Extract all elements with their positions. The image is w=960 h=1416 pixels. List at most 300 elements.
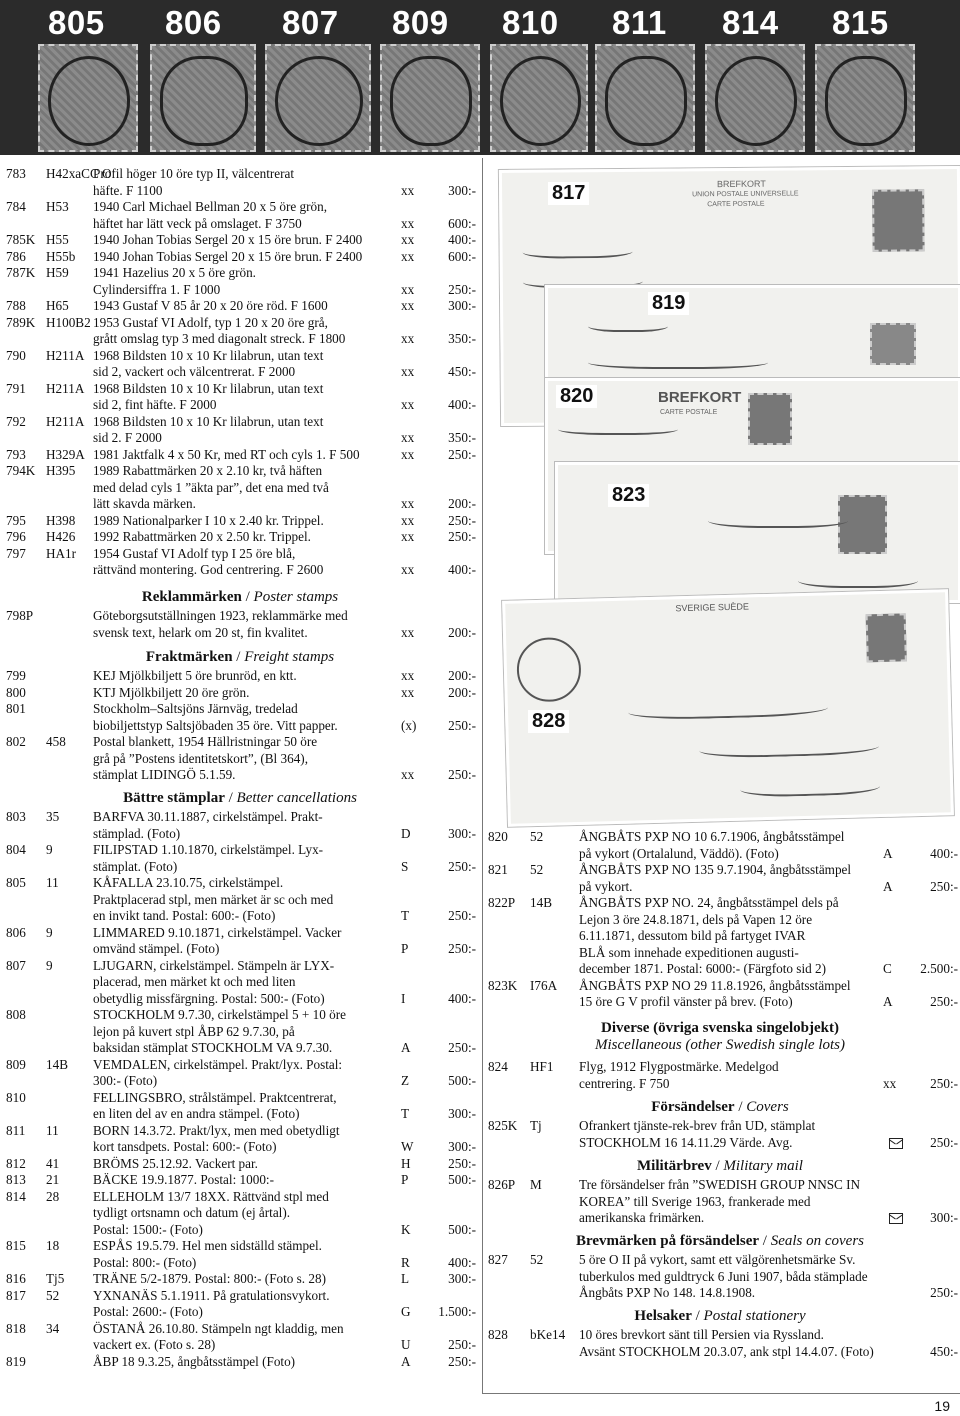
catalog-number: H42xaCC O <box>46 166 112 181</box>
lot-number: 828 <box>488 1327 508 1342</box>
condition-grade: xx <box>401 364 415 379</box>
lot-description: Ofrankert tjänste-rek-brev från UD, stämplat <box>579 1118 816 1133</box>
lot-description: omvänd stämpel. (Foto) <box>93 941 220 956</box>
lot-price: 250:- <box>448 858 476 874</box>
lot-entry <box>6 314 476 347</box>
lot-entry <box>6 1089 476 1122</box>
lot-price: 250:- <box>448 717 476 733</box>
lot-number: 824 <box>488 1059 508 1074</box>
condition-grade: xx <box>401 298 415 313</box>
lot-number: 787K <box>6 265 36 280</box>
lot-entry <box>6 1237 476 1270</box>
stamp-809 <box>380 44 480 152</box>
lot-price: 250:- <box>930 1134 958 1150</box>
condition-grade: U <box>401 1337 411 1352</box>
lot-description: på vykort. <box>579 878 633 894</box>
photo-label-820: 820 <box>556 385 597 408</box>
lot-description: TRÄNE 5/2-1879. Postal: 800:- (Foto s. 28) <box>93 1271 326 1286</box>
lot-description: sid 2, vackert och välcentrerat. F 2000 <box>93 364 296 379</box>
section-title: Diverse (övriga svenska singelobjekt) <box>601 1020 839 1036</box>
lot-entry <box>6 1122 476 1155</box>
lot-description: 1989 Nationalparker I 10 x 2.40 kr. Trippel. <box>93 512 324 528</box>
condition-grade: xx <box>401 529 415 544</box>
lot-description: 10 öres brevkort sänt till Persien via Ryssland. <box>579 1327 824 1342</box>
lot-description: 1953 Gustaf VI Adolf, typ 1 20 x 20 öre grå, <box>93 314 328 330</box>
stationery-header: SVERIGE SUÈDE <box>675 601 750 614</box>
condition-grade: xx <box>401 512 415 528</box>
lot-description: placerad, men märket kt och med liten <box>93 974 296 989</box>
lot-entry <box>6 545 476 578</box>
condition-grade: (x) <box>401 717 417 733</box>
photo-label-823: 823 <box>608 484 649 507</box>
lot-price: 250:- <box>930 1075 958 1091</box>
condition-grade: xx <box>401 281 415 297</box>
catalog-number: Tj <box>530 1118 542 1133</box>
section-heading-diverse <box>520 1020 920 1054</box>
condition-grade: A <box>883 878 893 894</box>
lot-number: 825K <box>488 1118 518 1133</box>
lot-price: 350:- <box>448 331 476 346</box>
lot-description: FILIPSTAD 1.10.1870, cirkelstämpel. Lyx- <box>93 842 324 857</box>
lot-price: 2.500:- <box>920 961 958 976</box>
section-subtitle: Poster stamps <box>253 589 339 605</box>
stamp-number: 809 <box>392 4 449 41</box>
lot-description: på vykort (Ortalalund, Väddö). (Foto) <box>579 845 779 861</box>
condition-grade: C <box>883 961 892 976</box>
condition-grade: xx <box>883 1075 897 1091</box>
lot-price: 250:- <box>448 1155 476 1171</box>
lot-description: ÅNGBÅTS PXP NO. 24, ångbåtsstämpel dels på <box>579 895 839 910</box>
lot-price: 450:- <box>448 364 476 379</box>
lot-description: 5 öre O II på vykort, samt ett välgörenhetsmärke Sv. <box>579 1252 856 1267</box>
lot-number: 820 <box>488 829 508 844</box>
condition-grade: xx <box>401 562 415 577</box>
photo-828-stationery <box>502 589 954 827</box>
section-subtitle: Covers <box>746 1099 789 1115</box>
lot-description: ESPÅS 19.5.79. Hel men sidställd stämpel. <box>93 1238 322 1253</box>
catalog-number: 41 <box>46 1155 60 1171</box>
lot-description: ÅNGBÅTS PXP NO 10 6.7.1906, ångbåtsstämpel <box>579 829 845 844</box>
catalog-number: M <box>530 1177 542 1192</box>
catalog-number: 458 <box>46 734 66 749</box>
postcard-subtitle: CARTE POSTALE <box>660 409 718 416</box>
stamp-810 <box>490 44 588 152</box>
lot-description: LJUGARN, cirkelstämpel. Stämpeln är LYX- <box>93 957 335 973</box>
lot-entry <box>6 528 476 545</box>
lot-description: Cylindersiffra 1. F 1000 <box>93 281 221 297</box>
lot-entry <box>6 1188 476 1238</box>
lot-entry <box>6 248 476 265</box>
lot-price: 500:- <box>448 1073 476 1088</box>
catalog-number: 9 <box>46 957 53 973</box>
lot-number: 815 <box>6 1238 26 1253</box>
lot-price: 400:- <box>448 232 476 247</box>
lot-price: 250:- <box>930 1285 958 1300</box>
lot-entry <box>6 297 476 314</box>
stamp-806 <box>150 44 256 152</box>
condition-grade: H <box>401 1155 411 1171</box>
lot-description: 1968 Bildsten 10 x 10 Kr lilabrun, utan text <box>93 347 324 363</box>
lot-entry <box>488 1117 958 1150</box>
catalog-number: 28 <box>46 1188 60 1204</box>
lot-description: BÄCKE 19.9.1877. Postal: 1000:- <box>93 1172 274 1187</box>
lot-entry <box>488 1058 958 1091</box>
catalog-number: 35 <box>46 809 60 824</box>
catalog-number: HA1r <box>46 545 77 561</box>
column-divider <box>482 158 483 1393</box>
lot-description: 6.11.1871, dessutom bild på fartyget IVAR <box>579 928 806 943</box>
lot-number: 801 <box>6 701 26 716</box>
lot-number: 793 <box>6 446 26 462</box>
catalog-number: H53 <box>46 199 69 214</box>
catalog-number: H211A <box>46 347 85 363</box>
lot-number: 806 <box>6 924 26 940</box>
section-heading-militar <box>520 1158 920 1175</box>
catalog-number: 52 <box>46 1287 60 1303</box>
lot-description: 1940 Johan Tobias Sergel 20 x 15 öre brun. F 2400 <box>93 232 363 247</box>
section-heading-frakt <box>40 649 440 666</box>
condition-grade: xx <box>401 767 415 782</box>
lot-description: december 1871. Postal: 6000:- (Färgfoto sid 2) <box>579 961 826 976</box>
lot-number: 796 <box>6 529 26 544</box>
lot-description: ÅNGBÅTS PXP NO 135 9.7.1904, ångbåtsstämpel <box>579 862 852 877</box>
condition-grade: T <box>401 908 410 923</box>
lot-price: 250:- <box>448 529 476 544</box>
section-heading-brevm <box>520 1233 920 1250</box>
lot-price: 400:- <box>448 562 476 577</box>
section-heading-battre <box>40 790 440 807</box>
postcard-title: BREFKORT <box>716 178 766 190</box>
condition-grade: Z <box>401 1073 410 1088</box>
lot-price: 250:- <box>930 994 958 1009</box>
section-separator: / <box>711 1158 724 1174</box>
lot-entry <box>6 512 476 529</box>
lot-entry <box>6 700 476 733</box>
lot-number: 818 <box>6 1320 26 1336</box>
catalog-number: H65 <box>46 298 69 313</box>
lot-price: 400:- <box>448 990 476 1006</box>
catalog-number: H100B2 <box>46 314 91 330</box>
condition-grade: xx <box>401 496 415 511</box>
lot-description: 1940 Johan Tobias Sergel 20 x 15 öre brun. F 2400 <box>93 248 363 264</box>
lot-number: 786 <box>6 248 26 264</box>
lot-number: 822P <box>488 895 516 910</box>
condition-grade: xx <box>401 684 415 700</box>
lot-description: Flyg, 1912 Flygpostmärke. Medelgod <box>579 1059 779 1074</box>
stamp-banner <box>0 0 960 155</box>
lot-price: 200:- <box>448 668 476 683</box>
lot-price: 250:- <box>448 1353 476 1369</box>
lot-description: Postal blankett, 1954 Hällristningar 50 öre <box>93 734 318 749</box>
lot-number: 807 <box>6 957 26 973</box>
lot-description: Ångbåts PXP No 148. 14.8.1908. <box>579 1285 756 1300</box>
catalog-number: H395 <box>46 463 76 478</box>
lot-entry <box>6 957 476 1007</box>
lot-description: Praktplacerad stpl, men märket är sc och med <box>93 891 334 907</box>
stamp-807 <box>265 44 371 152</box>
section-separator: / <box>734 1099 747 1115</box>
lot-price: 250:- <box>448 512 476 528</box>
lot-description: amerikanska frimärken. <box>579 1210 705 1225</box>
postcard-subtitle: UNION POSTALE UNIVERSELLE <box>692 190 799 199</box>
lot-number: 804 <box>6 842 26 857</box>
condition-grade: A <box>401 1040 411 1055</box>
photo-label-817: 817 <box>548 182 589 205</box>
lot-description: baksidan stämplat STOCKHOLM VA 9.7.30. <box>93 1040 333 1055</box>
catalog-number: bKe14 <box>530 1327 566 1342</box>
lot-number: 800 <box>6 684 26 700</box>
lot-number: 784 <box>6 199 26 214</box>
photo-label-819: 819 <box>648 292 689 315</box>
lot-description: STOCKHOLM 16 14.11.29 Värde. Avg. <box>579 1134 793 1150</box>
condition-grade: xx <box>401 668 415 683</box>
lot-entry <box>6 231 476 248</box>
lot-entry <box>6 198 476 231</box>
lot-number: 823K <box>488 977 518 993</box>
lot-entry <box>6 1171 476 1188</box>
postcard-title: BREFKORT <box>658 389 742 406</box>
condition-grade: T <box>401 1106 410 1121</box>
lot-price: 300:- <box>448 1271 476 1286</box>
lot-number: 826P <box>488 1177 516 1192</box>
section-title: Brevmärken på försändelser <box>575 1233 760 1249</box>
lot-description: häfte. F 1100 <box>93 182 163 198</box>
lot-number: 805 <box>6 875 26 890</box>
condition-grade: D <box>401 825 411 841</box>
lot-description: kort tansdpets. Postal: 600:- (Foto) <box>93 1139 277 1154</box>
condition-grade: L <box>401 1271 410 1286</box>
catalog-number: Tj5 <box>46 1271 65 1286</box>
lot-description: BLÅ som innehade expeditionen augusti- <box>579 944 799 960</box>
lot-entry <box>488 894 958 977</box>
lot-description: 1968 Bildsten 10 x 10 Kr lilabrun, utan text <box>93 380 324 396</box>
lot-entry <box>6 1056 476 1089</box>
lot-price: 300:- <box>448 1106 476 1121</box>
lot-price: 250:- <box>448 1337 476 1352</box>
catalog-number: 34 <box>46 1320 60 1336</box>
condition-grade: A <box>401 1353 411 1369</box>
section-title: Militärbrev <box>637 1158 712 1174</box>
lot-price: 300:- <box>448 825 476 841</box>
lot-description: ÅNGBÅTS PXP NO 29 11.8.1926, ångbåtsstämpel <box>579 977 851 993</box>
lot-entry <box>6 607 476 640</box>
lot-description: 15 öre G V profil vänster på brev. (Foto) <box>579 994 793 1009</box>
lot-description: 1941 Hazelius 20 x 5 öre grön. <box>93 265 256 280</box>
lot-description: BARFVA 30.11.1887, cirkelstämpel. Prakt- <box>93 809 323 824</box>
lot-number: 798P <box>6 608 34 623</box>
stamp-number: 811 <box>612 4 667 41</box>
condition-grade: W <box>401 1139 414 1154</box>
lot-description: FELLINGSBRO, strålstämpel. Praktcentrerat, <box>93 1089 337 1105</box>
section-separator: / <box>759 1233 771 1249</box>
lot-description: Tre försändelser från ”SWEDISH GROUP NNSC IN <box>579 1177 861 1192</box>
lot-entry <box>488 1176 958 1226</box>
lot-number: 791 <box>6 380 26 396</box>
lot-entry <box>6 841 476 874</box>
lot-entry <box>6 808 476 841</box>
condition-grade: xx <box>401 182 415 198</box>
section-subtitle: Miscellaneous (other Swedish single lots) <box>595 1037 845 1053</box>
lot-description: STOCKHOLM 9.7.30, cirkelstämpel 5 + 10 öre <box>93 1007 346 1022</box>
lot-entry <box>6 1287 476 1320</box>
condition-grade: A <box>883 994 893 1009</box>
condition-grade: S <box>401 858 409 874</box>
stamp-815 <box>815 44 915 152</box>
lot-price: 300:- <box>448 1139 476 1154</box>
lot-entry <box>6 165 476 198</box>
lot-description: 1968 Bildsten 10 x 10 Kr lilabrun, utan text <box>93 413 324 429</box>
lot-description: tydligt ortsnamn och datum (ej årtal). <box>93 1205 291 1220</box>
lot-entry <box>6 1270 476 1287</box>
catalog-number: 18 <box>46 1238 60 1253</box>
lot-price: 500:- <box>448 1172 476 1187</box>
lot-price: 300:- <box>448 298 476 313</box>
lot-description: svensk text, helark om 20 st, fin kvalitet. <box>93 624 308 640</box>
catalog-number: H211A <box>46 413 85 429</box>
section-title: Försändelser <box>651 1099 735 1115</box>
condition-grade: xx <box>401 215 415 231</box>
lot-price: 350:- <box>448 430 476 445</box>
lot-description: Avsänt STOCKHOLM 20.3.07, ank stpl 14.4.07. (Foto) <box>579 1343 874 1359</box>
lot-price: 400:- <box>448 1254 476 1270</box>
lot-description: sid 2, fint häfte. F 2000 <box>93 397 217 412</box>
lot-description: rättvänd montering. God centrering. F 2600 <box>93 562 324 577</box>
lot-entry <box>6 684 476 701</box>
lot-description: en invikt tand. Postal: 600:- (Foto) <box>93 908 276 923</box>
lot-entry <box>6 733 476 783</box>
lot-description: lejon på kuvert stpl ÅBP 62 9.7.30, på <box>93 1023 295 1039</box>
condition-grade: xx <box>401 446 415 462</box>
catalog-number: 52 <box>530 1252 544 1267</box>
lot-number: 814 <box>6 1188 26 1204</box>
lot-price: 250:- <box>448 446 476 462</box>
catalog-number: 11 <box>46 875 59 890</box>
lot-price: 200:- <box>448 624 476 640</box>
lot-number: 797 <box>6 545 26 561</box>
lot-description: Stockholm–Saltsjöns Järnväg, tredelad <box>93 701 298 716</box>
lot-price: 250:- <box>930 878 958 894</box>
lot-number: 812 <box>6 1155 26 1171</box>
lot-number: 799 <box>6 668 26 683</box>
section-separator: / <box>691 1308 704 1324</box>
lot-number: 788 <box>6 298 26 313</box>
condition-grade: xx <box>401 248 415 264</box>
catalog-number: 52 <box>530 829 544 844</box>
lot-description: lätt skavda märken. <box>93 496 196 511</box>
lot-number: 827 <box>488 1252 508 1267</box>
lot-description: 1943 Gustaf V 85 år 20 x 20 öre röd. F 1600 <box>93 298 328 313</box>
lot-description: obetydlig missfärgning. Postal: 500:- (Foto) <box>93 990 325 1006</box>
lot-number: 816 <box>6 1271 26 1286</box>
lot-price: 200:- <box>448 684 476 700</box>
condition-grade: xx <box>401 232 415 247</box>
lot-number: 783 <box>6 166 26 181</box>
bottom-rule <box>482 1393 960 1394</box>
lot-number: 821 <box>488 862 508 877</box>
lot-description: Profil höger 10 öre typ II, välcentrerat <box>93 166 295 181</box>
lot-description: LIMMARED 9.10.1871, cirkelstämpel. Vacker <box>93 924 342 940</box>
stamp-number: 815 <box>832 4 889 41</box>
lot-number: 817 <box>6 1287 26 1303</box>
lot-price: 300:- <box>930 1210 958 1225</box>
lot-number: 802 <box>6 734 26 749</box>
section-title: Helsaker <box>634 1308 692 1324</box>
catalog-number: 21 <box>46 1172 60 1187</box>
lot-entry <box>6 924 476 957</box>
lot-entry <box>6 1155 476 1172</box>
lot-entry <box>6 446 476 463</box>
catalog-number: H55b <box>46 248 76 264</box>
condition-grade: P <box>401 941 409 956</box>
lot-description: 1954 Gustaf VI Adolf typ I 25 öre blå, <box>93 545 296 561</box>
condition-grade: xx <box>401 397 415 412</box>
lot-description: 1940 Carl Michael Bellman 20 x 5 öre grön, <box>93 199 328 214</box>
lot-description: Lejon 3 öre 24.8.1871, dels på Vapen 12 öre <box>579 911 813 927</box>
lot-price: 200:- <box>448 496 476 511</box>
lot-number: 790 <box>6 347 26 363</box>
lot-description: BORN 14.3.72. Prakt/lyx, men med obetydligt <box>93 1122 340 1138</box>
condition-grade: R <box>401 1254 410 1270</box>
lot-description: ÅBP 18 9.3.25, ångbåtsstämpel (Foto) <box>93 1353 296 1369</box>
lot-description: häftet har lätt veck på omslaget. F 3750 <box>93 215 302 231</box>
lot-entry <box>6 1353 476 1370</box>
catalog-number: H426 <box>46 529 76 544</box>
lot-entry <box>6 264 476 297</box>
lot-description: Göteborgsutställningen 1923, reklammärke med <box>93 608 348 623</box>
lot-description: VEMDALEN, cirkelstämpel. Prakt/lyx. Postal: <box>93 1056 343 1072</box>
lot-number: 794K <box>6 463 36 478</box>
lot-description: biobiljettstyp Saltsjöbaden 35 öre. Vitt papper. <box>93 717 338 733</box>
lot-description: KTJ Mjölkbiljett 20 öre grön. <box>93 684 250 700</box>
lot-price: 600:- <box>448 215 476 231</box>
lot-description: stämplat. (Foto) <box>93 858 178 874</box>
lot-entry <box>6 462 476 512</box>
lot-description: tuberkulos med guldtryck 6 Juni 1907, båda stämplade <box>579 1268 868 1284</box>
section-heading-forsand <box>520 1099 920 1116</box>
lot-description: ÖSTANÅ 26.10.80. Stämpeln ngt kladdig, men <box>93 1320 344 1336</box>
catalog-number: H329A <box>46 446 85 462</box>
postcard-subtitle2: CARTE POSTALE <box>707 200 765 209</box>
lot-price: 250:- <box>448 1040 476 1055</box>
lot-description: YXNANÄS 5.1.1911. På gratulationsvykort. <box>93 1287 330 1303</box>
lot-price: 400:- <box>930 845 958 861</box>
lot-description: Postal: 800:- (Foto) <box>93 1254 197 1270</box>
lot-price: 500:- <box>448 1221 476 1237</box>
lot-description: BRÖMS 25.12.92. Vackert par. <box>93 1155 258 1171</box>
catalog-number: H59 <box>46 265 69 280</box>
lot-entry <box>488 1326 958 1359</box>
lot-description: KÅFALLA 23.10.75, cirkelstämpel. <box>93 875 284 890</box>
lot-entry <box>488 1251 958 1301</box>
lot-entry <box>6 667 476 684</box>
lot-number: 792 <box>6 413 26 429</box>
section-separator: / <box>224 790 237 806</box>
section-separator: / <box>241 589 254 605</box>
lot-number: 803 <box>6 809 26 824</box>
lot-number: 785K <box>6 232 36 247</box>
lot-description: 1992 Rabattmärken 20 x 2.50 kr. Trippel. <box>93 529 311 544</box>
lot-description: 1981 Jaktfalk 4 x 50 Kr, med RT och cyls 1. F 500 <box>93 446 360 462</box>
stamp-814 <box>705 44 805 152</box>
lot-price: 400:- <box>448 397 476 412</box>
page-number: 19 <box>934 1398 950 1414</box>
catalog-number: 11 <box>46 1122 59 1138</box>
condition-grade: K <box>401 1221 411 1237</box>
lot-description: KEJ Mjölkbiljett 5 öre brunröd, en ktt. <box>93 668 297 683</box>
section-separator: / <box>232 649 245 665</box>
lot-entry <box>488 828 958 861</box>
lot-description: med delad cyls 1 ”äkta par”, det ena med två <box>93 479 329 495</box>
